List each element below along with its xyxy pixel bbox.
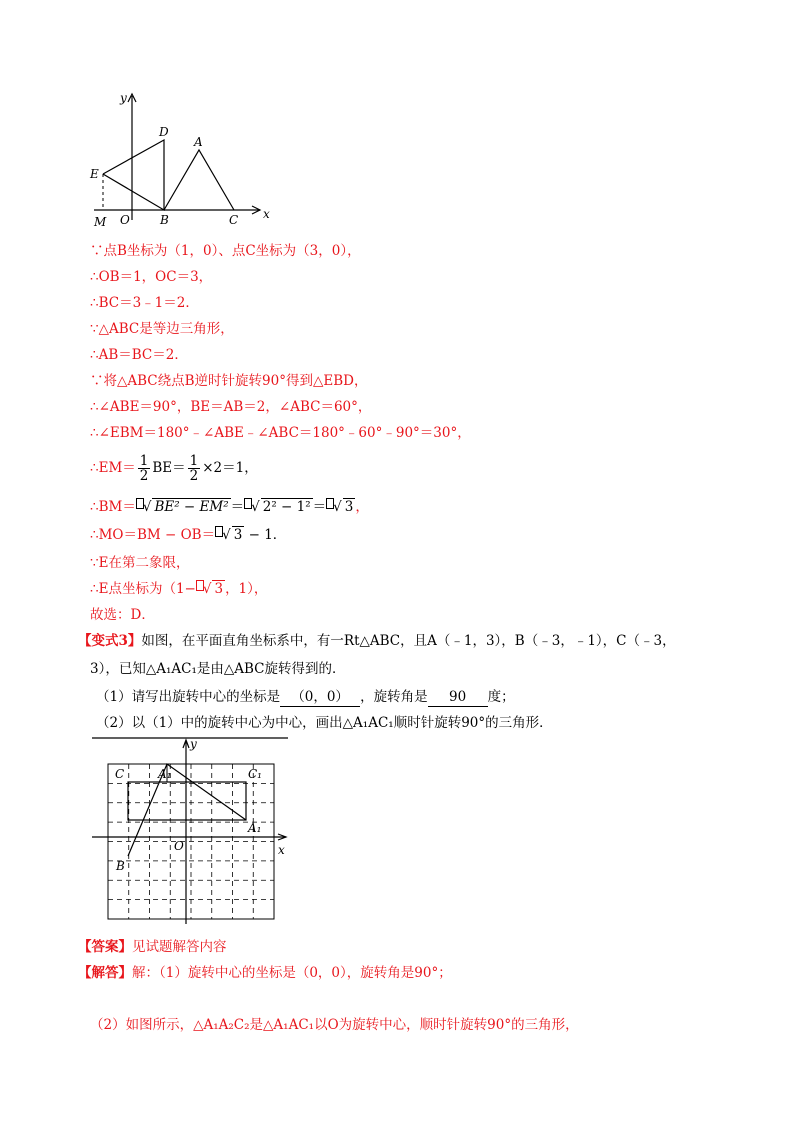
answer-line bbox=[78, 938, 227, 956]
radical-sign-icon: √ bbox=[142, 499, 152, 515]
analysis-text: 解：（1）旋转中心的坐标是（0，0），旋转角是90°； bbox=[132, 965, 452, 981]
analysis-line-2: （2）如图所示，△A₁A₂C₂是△A₁AC₁以O为旋转中心，顺时针旋转90°的三角形， bbox=[90, 1017, 579, 1033]
answer-text: 见试题解答内容 bbox=[132, 939, 227, 955]
frac-den: 2 bbox=[189, 468, 199, 484]
fig2-label-c1: C₁ bbox=[248, 767, 262, 781]
sol1-l10-a: ∴BM＝ bbox=[90, 499, 136, 515]
radical-sign-icon: √ bbox=[202, 581, 212, 597]
sol1-l11-c: − 1． bbox=[244, 527, 287, 543]
sol1-l9-c: ×2＝1， bbox=[202, 460, 258, 476]
sol1-line-5: ∴AB＝BC＝2． bbox=[90, 347, 188, 363]
radical-sign-icon: √ bbox=[251, 499, 260, 515]
variant3-text1: 如图，在平面直角坐标系中，有一Rt△ABC，且A（﹣1，3），B（﹣3，﹣1），C（﹣3， bbox=[141, 633, 676, 649]
analysis-tag: 【解答】 bbox=[78, 965, 132, 981]
fig1-triangle-abc bbox=[164, 150, 234, 210]
sol1-l10-c: ＝ bbox=[230, 499, 245, 515]
fig2-label-c: C bbox=[115, 767, 125, 781]
fig1-label-a: A bbox=[194, 135, 203, 149]
sol1-line-3: ∴BC＝3﹣1＝2． bbox=[90, 295, 199, 311]
sol1-l13-b: 3 bbox=[214, 581, 224, 597]
sol1-l10-d: 2² − 1² bbox=[262, 499, 311, 515]
sol1-line-9 bbox=[90, 454, 258, 483]
sol1-l9-b: BE＝ bbox=[152, 460, 186, 476]
sol1-line-7: ∴∠ABE＝90°，BE＝AB＝2，∠ABC＝60°， bbox=[90, 399, 372, 415]
sol1-line-1: ∵点B坐标为（1，0）、点C坐标为（3，0）， bbox=[90, 243, 361, 259]
sol1-l11-a: ∴MO＝BM − OB＝ bbox=[90, 527, 216, 543]
sol1-l9-frac2 bbox=[188, 454, 201, 483]
sol1-l10-e: ＝ bbox=[312, 499, 327, 515]
fig2-label-a1: A₁ bbox=[158, 767, 172, 781]
fig1-triangle-ebd bbox=[103, 140, 164, 210]
q1-suffix: 度； bbox=[487, 689, 515, 705]
sol1-line-12: ∵E在第二象限， bbox=[90, 555, 190, 571]
radical-sign-icon: √ bbox=[333, 499, 342, 515]
radical-sign-icon: √ bbox=[222, 527, 231, 543]
fig2-label-b: B bbox=[116, 859, 125, 873]
frac-num: 1 bbox=[139, 453, 149, 469]
sol1-l13-c: ，1）， bbox=[225, 581, 268, 597]
fig1-label-c: C bbox=[229, 213, 239, 227]
sol1-l10-f: 3 bbox=[344, 499, 354, 515]
fig2-label-o: O bbox=[174, 839, 184, 853]
fig2-triangle-lines bbox=[128, 764, 246, 856]
sol1-l10-b: BE² − EM² bbox=[154, 499, 229, 515]
q1-mid: ，旋转角是 bbox=[360, 689, 428, 705]
answer-tag: 【答案】 bbox=[78, 939, 132, 955]
fig2-label-a1-right: A₁ bbox=[248, 821, 262, 835]
sol1-line-14: 故选：D． bbox=[90, 607, 155, 623]
figure-1-coordinate-diagram bbox=[80, 90, 290, 230]
figure-2-grid-diagram bbox=[88, 734, 298, 924]
q1-answer-angle: 90 bbox=[428, 688, 488, 707]
sol1-l9-frac1 bbox=[138, 454, 151, 483]
fig1-label-m: M bbox=[94, 215, 107, 229]
frac-den: 2 bbox=[139, 468, 149, 484]
sol1-l10-g: ， bbox=[355, 499, 369, 515]
sol1-line-2: ∴OB＝1，OC＝3， bbox=[90, 269, 213, 285]
q1-prefix: （1）请写出旋转中心的坐标是 bbox=[96, 689, 281, 705]
fig1-label-o: O bbox=[120, 213, 130, 227]
sol1-l11-b: 3 bbox=[233, 527, 243, 543]
q1-answer-center: （0，0） bbox=[280, 688, 360, 707]
fig2-label-y: y bbox=[190, 737, 197, 751]
fig1-label-y: y bbox=[120, 91, 127, 105]
variant3-question-1 bbox=[96, 688, 515, 707]
sol1-l13-a: ∴E点坐标为（1− bbox=[90, 581, 196, 597]
fig1-label-x: x bbox=[263, 207, 270, 221]
variant3-question-2: （2）以（1）中的旋转中心为中心，画出△A₁AC₁顺时针旋转90°的三角形． bbox=[96, 715, 553, 731]
fig2-label-x: x bbox=[278, 843, 285, 857]
analysis-line bbox=[78, 964, 452, 982]
sol1-line-10 bbox=[90, 498, 369, 516]
fig2-grid-lines bbox=[108, 764, 274, 919]
sol1-l9-a: ∴EM＝ bbox=[90, 460, 136, 476]
frac-num: 1 bbox=[189, 453, 199, 469]
variant3-tag: 【变式3】 bbox=[78, 633, 142, 649]
fig1-label-d: D bbox=[159, 125, 169, 139]
fig1-label-b: B bbox=[160, 213, 169, 227]
sol1-line-8: ∴∠EBM＝180°﹣∠ABE﹣∠ABC＝180°﹣60°﹣90°＝30°， bbox=[90, 425, 471, 441]
sol1-line-11 bbox=[90, 526, 286, 544]
sol1-line-4: ∵△ABC是等边三角形， bbox=[90, 321, 234, 337]
sol1-line-6: ∵将△ABC绕点B逆时针旋转90°得到△EBD， bbox=[90, 373, 368, 389]
sol1-line-13 bbox=[90, 580, 267, 598]
variant3-line-2: 3），已知△A₁AC₁是由△ABC旋转得到的． bbox=[90, 661, 346, 677]
variant3-line-1 bbox=[78, 632, 676, 650]
fig1-label-e: E bbox=[90, 167, 99, 181]
